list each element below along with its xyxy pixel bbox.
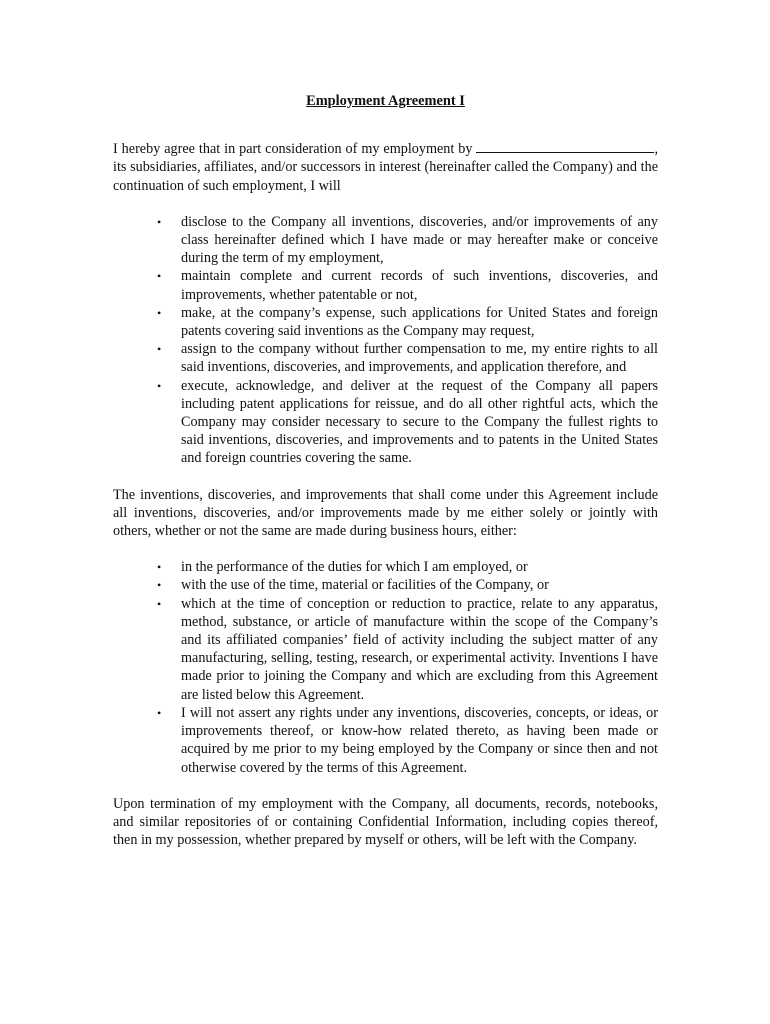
list-item xyxy=(157,267,658,303)
conditions-list xyxy=(113,558,658,776)
bullet-icon: • xyxy=(157,305,162,320)
list-item xyxy=(157,340,658,376)
inventions-scope-paragraph: The inventions, discoveries, and improvements that shall come under this Agreement include all inventions, discoveries, and/or improvements made by me either solely or jointly with others, whether or not the same are made during business hours, either: xyxy=(113,486,658,540)
bullet-icon: • xyxy=(157,578,162,593)
intro-suffix: , its subsidiaries, affiliates, and/or successors in interest (hereinafter called the Company) and the continuation of such employment, I will xyxy=(113,141,658,194)
list-item-text: assign to the company without further compensation to me, my entire rights to all said inventions, discoveries, and improvements, and application therefore, and xyxy=(181,341,658,376)
document-title: Employment Agreement I xyxy=(306,93,465,109)
document-page xyxy=(113,92,658,849)
list-item xyxy=(157,576,658,594)
bullet-icon: • xyxy=(157,269,162,284)
list-item xyxy=(157,377,658,468)
termination-paragraph: Upon termination of my employment with the Company, all documents, records, notebooks, and similar repositories of or containing Confidential Information, including copies thereof, then in my possession, whether prepared by myself or others, will be left with the Company. xyxy=(113,795,658,849)
list-item xyxy=(157,213,658,268)
intro-paragraph xyxy=(113,140,658,195)
bullet-icon: • xyxy=(157,378,162,393)
list-item-text: execute, acknowledge, and deliver at the request of the Company all papers including patent applications for reissue, and do all other rightful acts, which the Company may consider necessary to secure to the Company the fullest rights to said inventions, discoveries, and improvements and to patents in the United States and foreign countries covering the same. xyxy=(181,377,658,467)
intro-prefix: I hereby agree that in part consideration of my employment by xyxy=(113,141,473,158)
list-item xyxy=(157,595,658,704)
list-item xyxy=(157,558,658,576)
list-item-text: with the use of the time, material or facilities of the Company, or xyxy=(181,577,549,594)
list-item-text: maintain complete and current records of such inventions, discoveries, and improvements, whether patentable or not, xyxy=(181,268,658,303)
bullet-icon: • xyxy=(157,342,162,357)
list-item-text: disclose to the Company all inventions, discoveries, and/or improvements of any class hereinafter defined which I have made or may hereafter make or conceive during the term of my employment, xyxy=(181,213,658,267)
list-item-text: I will not assert any rights under any inventions, discoveries, concepts, or ideas, or improvements thereof, or know-how related thereto, as having been made or acquired by me prior to my being employed by the Company or since then and not otherwise covered by the terms of this Agreement. xyxy=(181,704,658,776)
bullet-icon: • xyxy=(157,214,162,229)
list-item-text: make, at the company’s expense, such applications for United States and foreign patents covering said inventions as the Company may request, xyxy=(181,304,658,340)
list-item xyxy=(157,704,658,777)
bullet-icon: • xyxy=(157,596,162,611)
list-item xyxy=(157,304,658,340)
bullet-icon: • xyxy=(157,560,162,575)
list-item-text: which at the time of conception or reduction to practice, relate to any apparatus, method, substance, or article of manufacture within the scope of the Company’s and its affiliated companies’ field of activity including the subject matter of any manufacturing, selling, testing, research, or experimental activity. Inventions I have made prior to joining the Company and which are excluding from this Agreement are listed below this Agreement. xyxy=(181,595,658,703)
list-item-text: in the performance of the duties for which I am employed, or xyxy=(181,559,528,576)
employer-name-blank[interactable] xyxy=(476,140,654,153)
obligations-list xyxy=(113,213,658,468)
bullet-icon: • xyxy=(157,705,162,720)
